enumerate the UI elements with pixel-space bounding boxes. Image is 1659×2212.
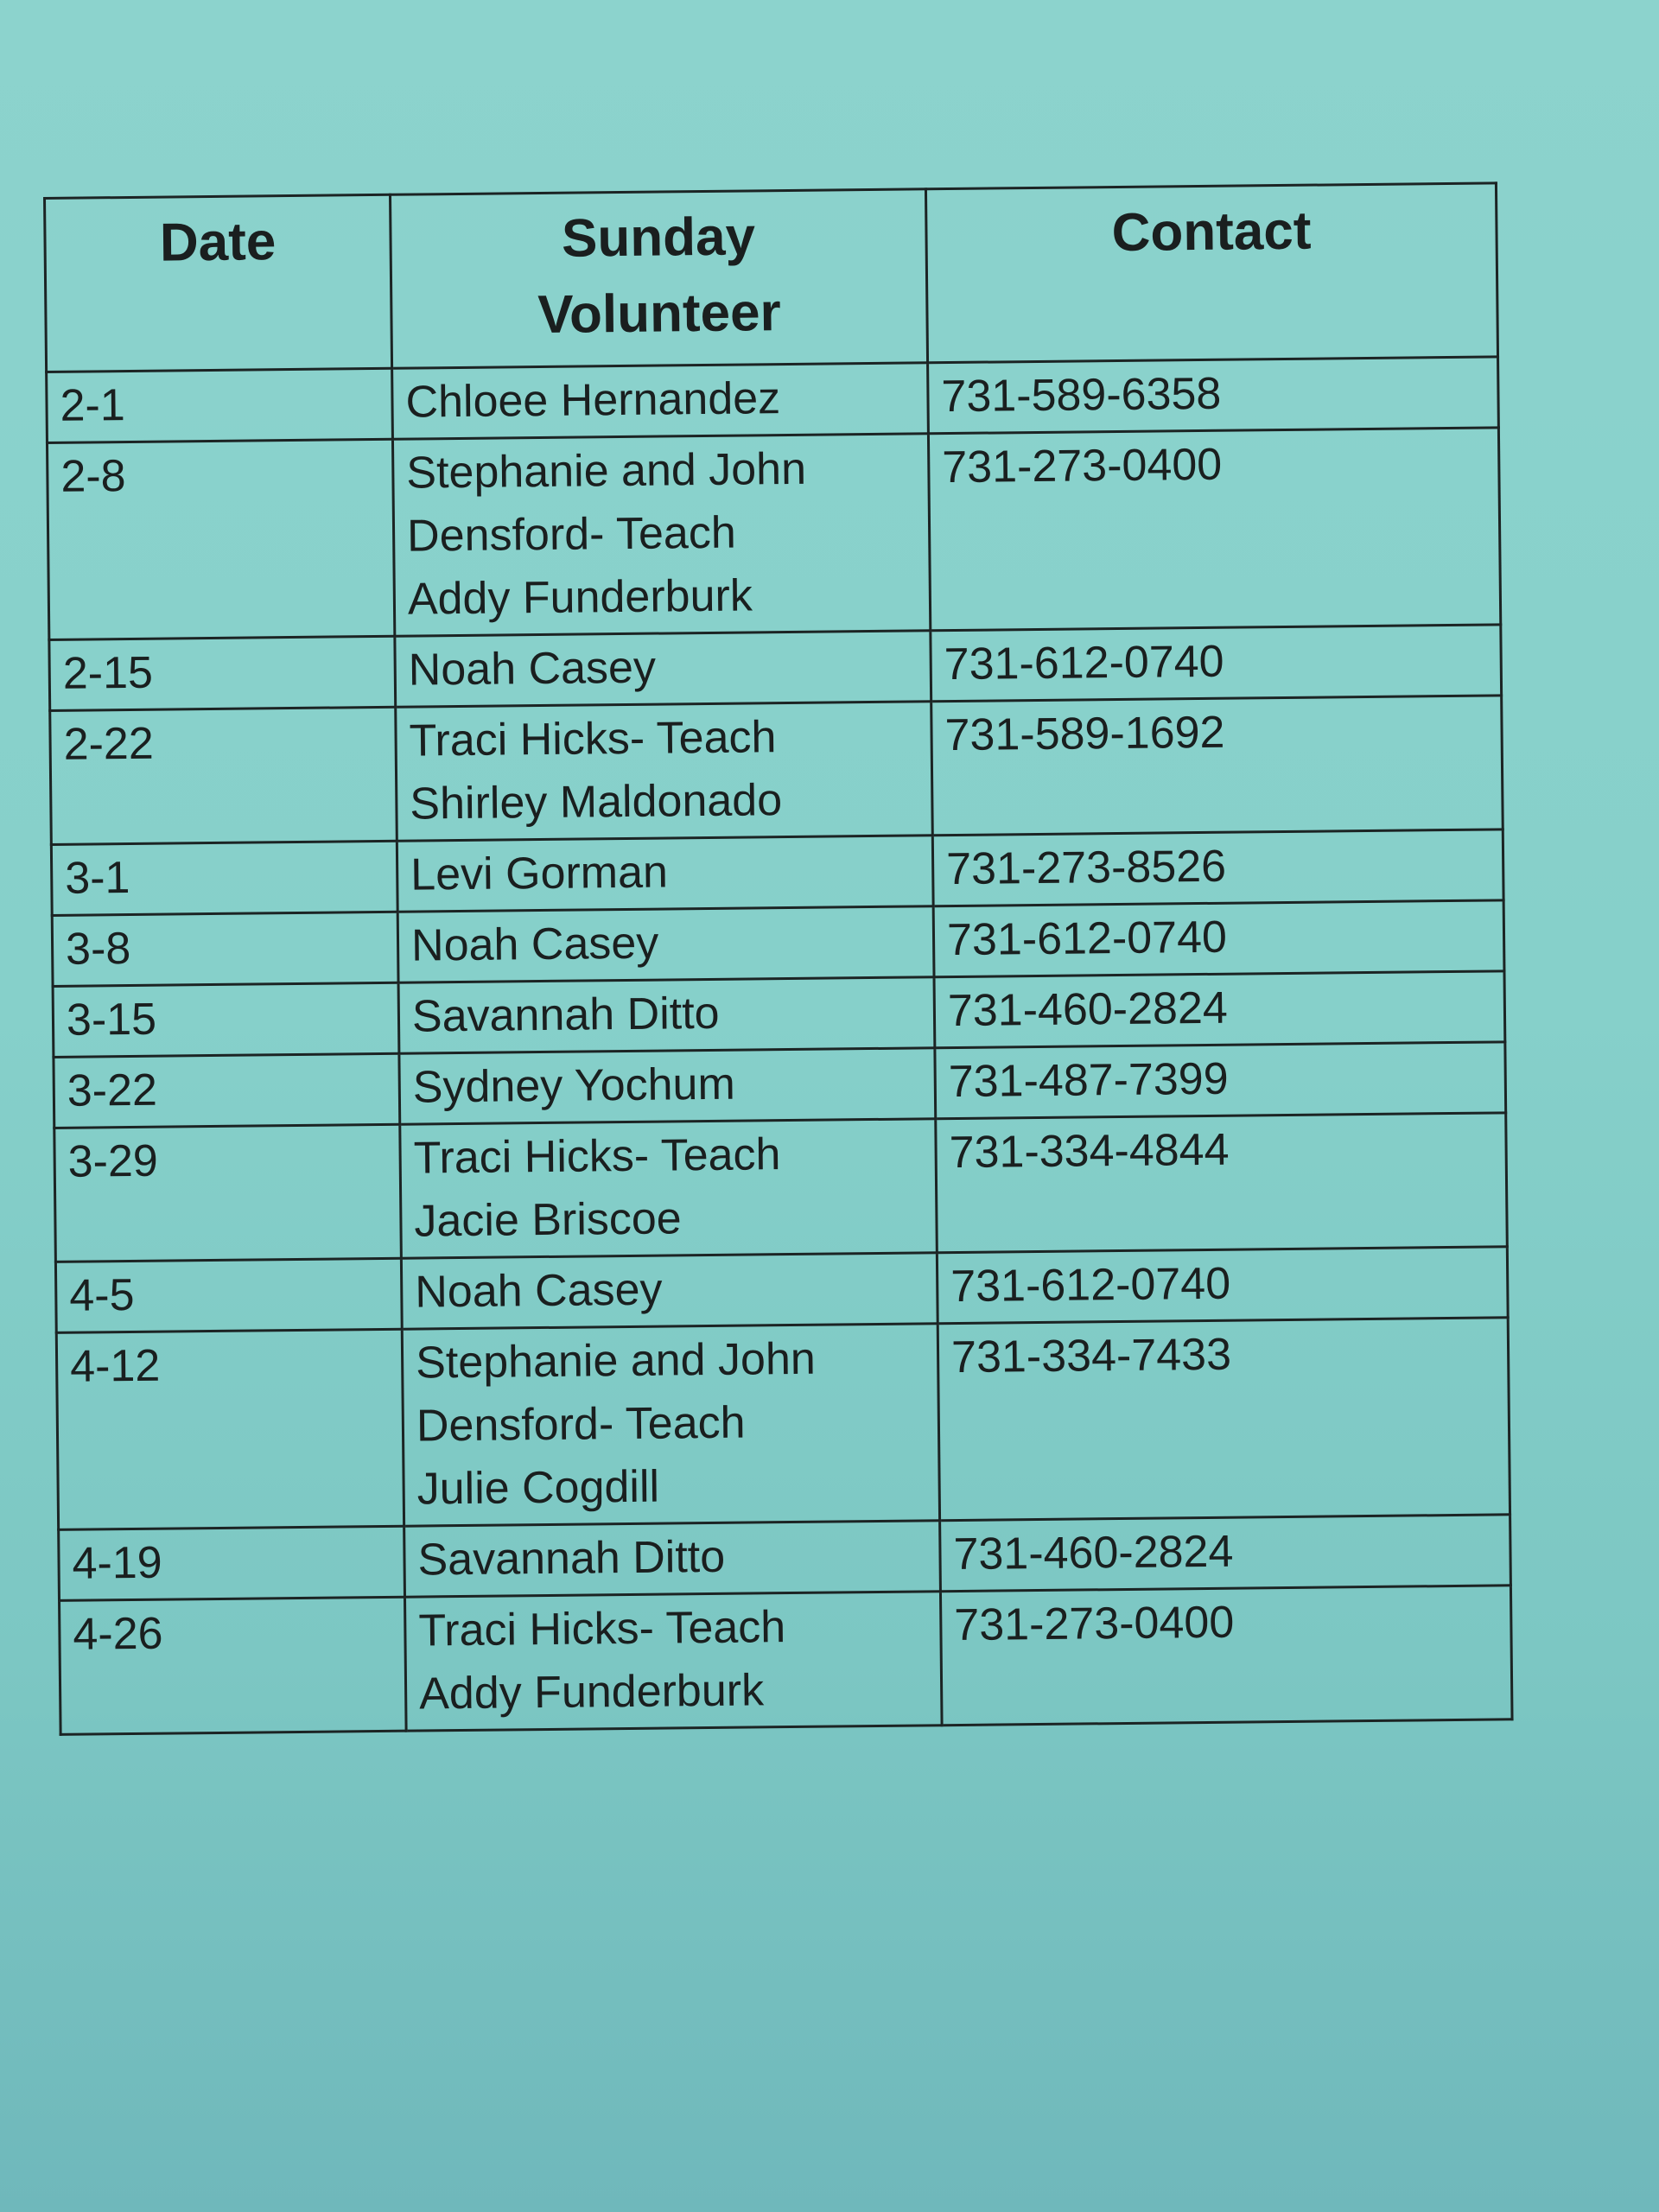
- volunteer-name: Densford- Teach: [406, 507, 737, 562]
- header-date: [45, 194, 392, 372]
- table-row: [60, 1586, 1513, 1735]
- volunteer-name: Levi Gorman: [410, 847, 669, 900]
- contact-phone: 731-334-7433: [950, 1329, 1232, 1383]
- header-volunteer: [390, 189, 927, 368]
- volunteer-schedule-table: [43, 181, 1514, 1736]
- date-value: 2-15: [62, 647, 154, 699]
- contact-phone: 731-273-0400: [942, 439, 1223, 493]
- header-date-label: Date: [159, 212, 276, 273]
- volunteer-name: Traci Hicks- Teach: [413, 1129, 781, 1184]
- volunteer-cell: [392, 434, 930, 636]
- date-cell: [54, 1124, 402, 1262]
- date-cell: [54, 1053, 400, 1128]
- contact-cell: [928, 357, 1499, 434]
- date-value: 2-1: [60, 380, 125, 431]
- contact-cell: [940, 1515, 1511, 1592]
- volunteer-cell: [395, 631, 931, 707]
- contact-cell: [940, 1586, 1512, 1726]
- contact-phone: 731-334-4844: [949, 1124, 1230, 1179]
- volunteer-cell: [397, 906, 934, 982]
- date-value: 3-29: [67, 1135, 159, 1187]
- volunteer-name: Noah Casey: [408, 642, 657, 696]
- date-cell: [49, 636, 396, 710]
- date-cell: [60, 1597, 407, 1734]
- date-cell: [50, 707, 397, 844]
- header-volunteer-line1: Sunday: [561, 207, 756, 269]
- contact-phone: 731-460-2824: [953, 1526, 1234, 1580]
- volunteer-name: Sydney Yochum: [412, 1058, 736, 1113]
- date-cell: [47, 368, 393, 442]
- volunteer-cell: [400, 1119, 938, 1258]
- table-row: [47, 428, 1500, 640]
- date-value: 3-15: [66, 994, 157, 1046]
- contact-phone: 731-273-8526: [945, 841, 1227, 895]
- date-value: 4-12: [69, 1340, 161, 1392]
- contact-cell: [933, 900, 1504, 977]
- volunteer-cell: [402, 1324, 939, 1526]
- schedule-body: [47, 357, 1512, 1735]
- date-value: 2-22: [63, 718, 155, 770]
- contact-cell: [936, 1113, 1508, 1253]
- contact-phone: 731-612-0740: [944, 636, 1224, 690]
- contact-cell: [928, 428, 1500, 631]
- volunteer-name: Noah Casey: [414, 1264, 663, 1318]
- contact-cell: [935, 1042, 1506, 1119]
- volunteer-name: Traci Hicks- Teach: [418, 1602, 786, 1656]
- volunteer-name: Stephanie and John: [406, 443, 807, 499]
- date-value: 3-22: [67, 1065, 158, 1116]
- volunteer-cell: [404, 1521, 941, 1597]
- contact-cell: [931, 696, 1503, 836]
- volunteer-cell: [398, 977, 935, 1053]
- volunteer-name: Julie Cogdill: [416, 1461, 660, 1515]
- volunteer-name: Chloee Hernandez: [405, 373, 781, 428]
- volunteer-cell: [396, 702, 933, 841]
- volunteer-cell: [392, 363, 929, 439]
- contact-phone: 731-487-7399: [948, 1053, 1229, 1108]
- volunteer-name: Addy Funderburk: [407, 570, 753, 625]
- date-cell: [59, 1526, 405, 1600]
- volunteer-name: Addy Funderburk: [418, 1665, 765, 1719]
- header-volunteer-line2: Volunteer: [537, 283, 781, 346]
- date-cell: [51, 841, 397, 915]
- date-cell: [55, 1258, 402, 1332]
- table-row: [54, 1113, 1508, 1262]
- date-value: 3-1: [64, 852, 130, 904]
- date-cell: [52, 912, 398, 986]
- volunteer-cell: [399, 1048, 936, 1124]
- contact-phone: 731-460-2824: [947, 982, 1229, 1037]
- date-value: 4-19: [72, 1537, 162, 1589]
- contact-cell: [938, 1318, 1510, 1521]
- volunteer-name: Noah Casey: [410, 918, 659, 971]
- volunteer-name: Stephanie and John: [415, 1333, 817, 1389]
- volunteer-name: Densford- Teach: [416, 1397, 746, 1452]
- date-value: 2-8: [60, 451, 126, 502]
- date-value: 3-8: [65, 923, 131, 975]
- contact-phone: 731-612-0740: [950, 1258, 1231, 1313]
- printed-sheet: [43, 181, 1511, 1735]
- contact-phone: 731-612-0740: [946, 912, 1228, 966]
- contact-cell: [931, 625, 1502, 702]
- volunteer-name: Traci Hicks- Teach: [409, 712, 777, 766]
- volunteer-name: Jacie Briscoe: [414, 1193, 682, 1247]
- volunteer-cell: [401, 1253, 938, 1329]
- header-contact: [925, 183, 1497, 363]
- contact-cell: [934, 971, 1505, 1048]
- date-cell: [47, 439, 394, 639]
- contact-phone: 731-589-1692: [944, 707, 1225, 761]
- contact-cell: [932, 830, 1503, 906]
- volunteer-name: Savannah Ditto: [417, 1531, 726, 1586]
- header-row: [45, 183, 1498, 372]
- volunteer-cell: [404, 1592, 942, 1731]
- volunteer-cell: [397, 836, 933, 912]
- table-row: [56, 1318, 1510, 1530]
- contact-phone: 731-589-6358: [941, 368, 1222, 423]
- contact-phone: 731-273-0400: [954, 1597, 1235, 1651]
- table-row: [50, 696, 1503, 845]
- header-contact-label: Contact: [1111, 200, 1312, 264]
- volunteer-name: Savannah Ditto: [411, 988, 720, 1042]
- contact-cell: [937, 1247, 1508, 1324]
- volunteer-name: Shirley Maldonado: [410, 775, 783, 830]
- date-cell: [53, 982, 399, 1057]
- date-cell: [56, 1329, 404, 1529]
- date-value: 4-26: [73, 1608, 163, 1660]
- date-value: 4-5: [69, 1269, 135, 1321]
